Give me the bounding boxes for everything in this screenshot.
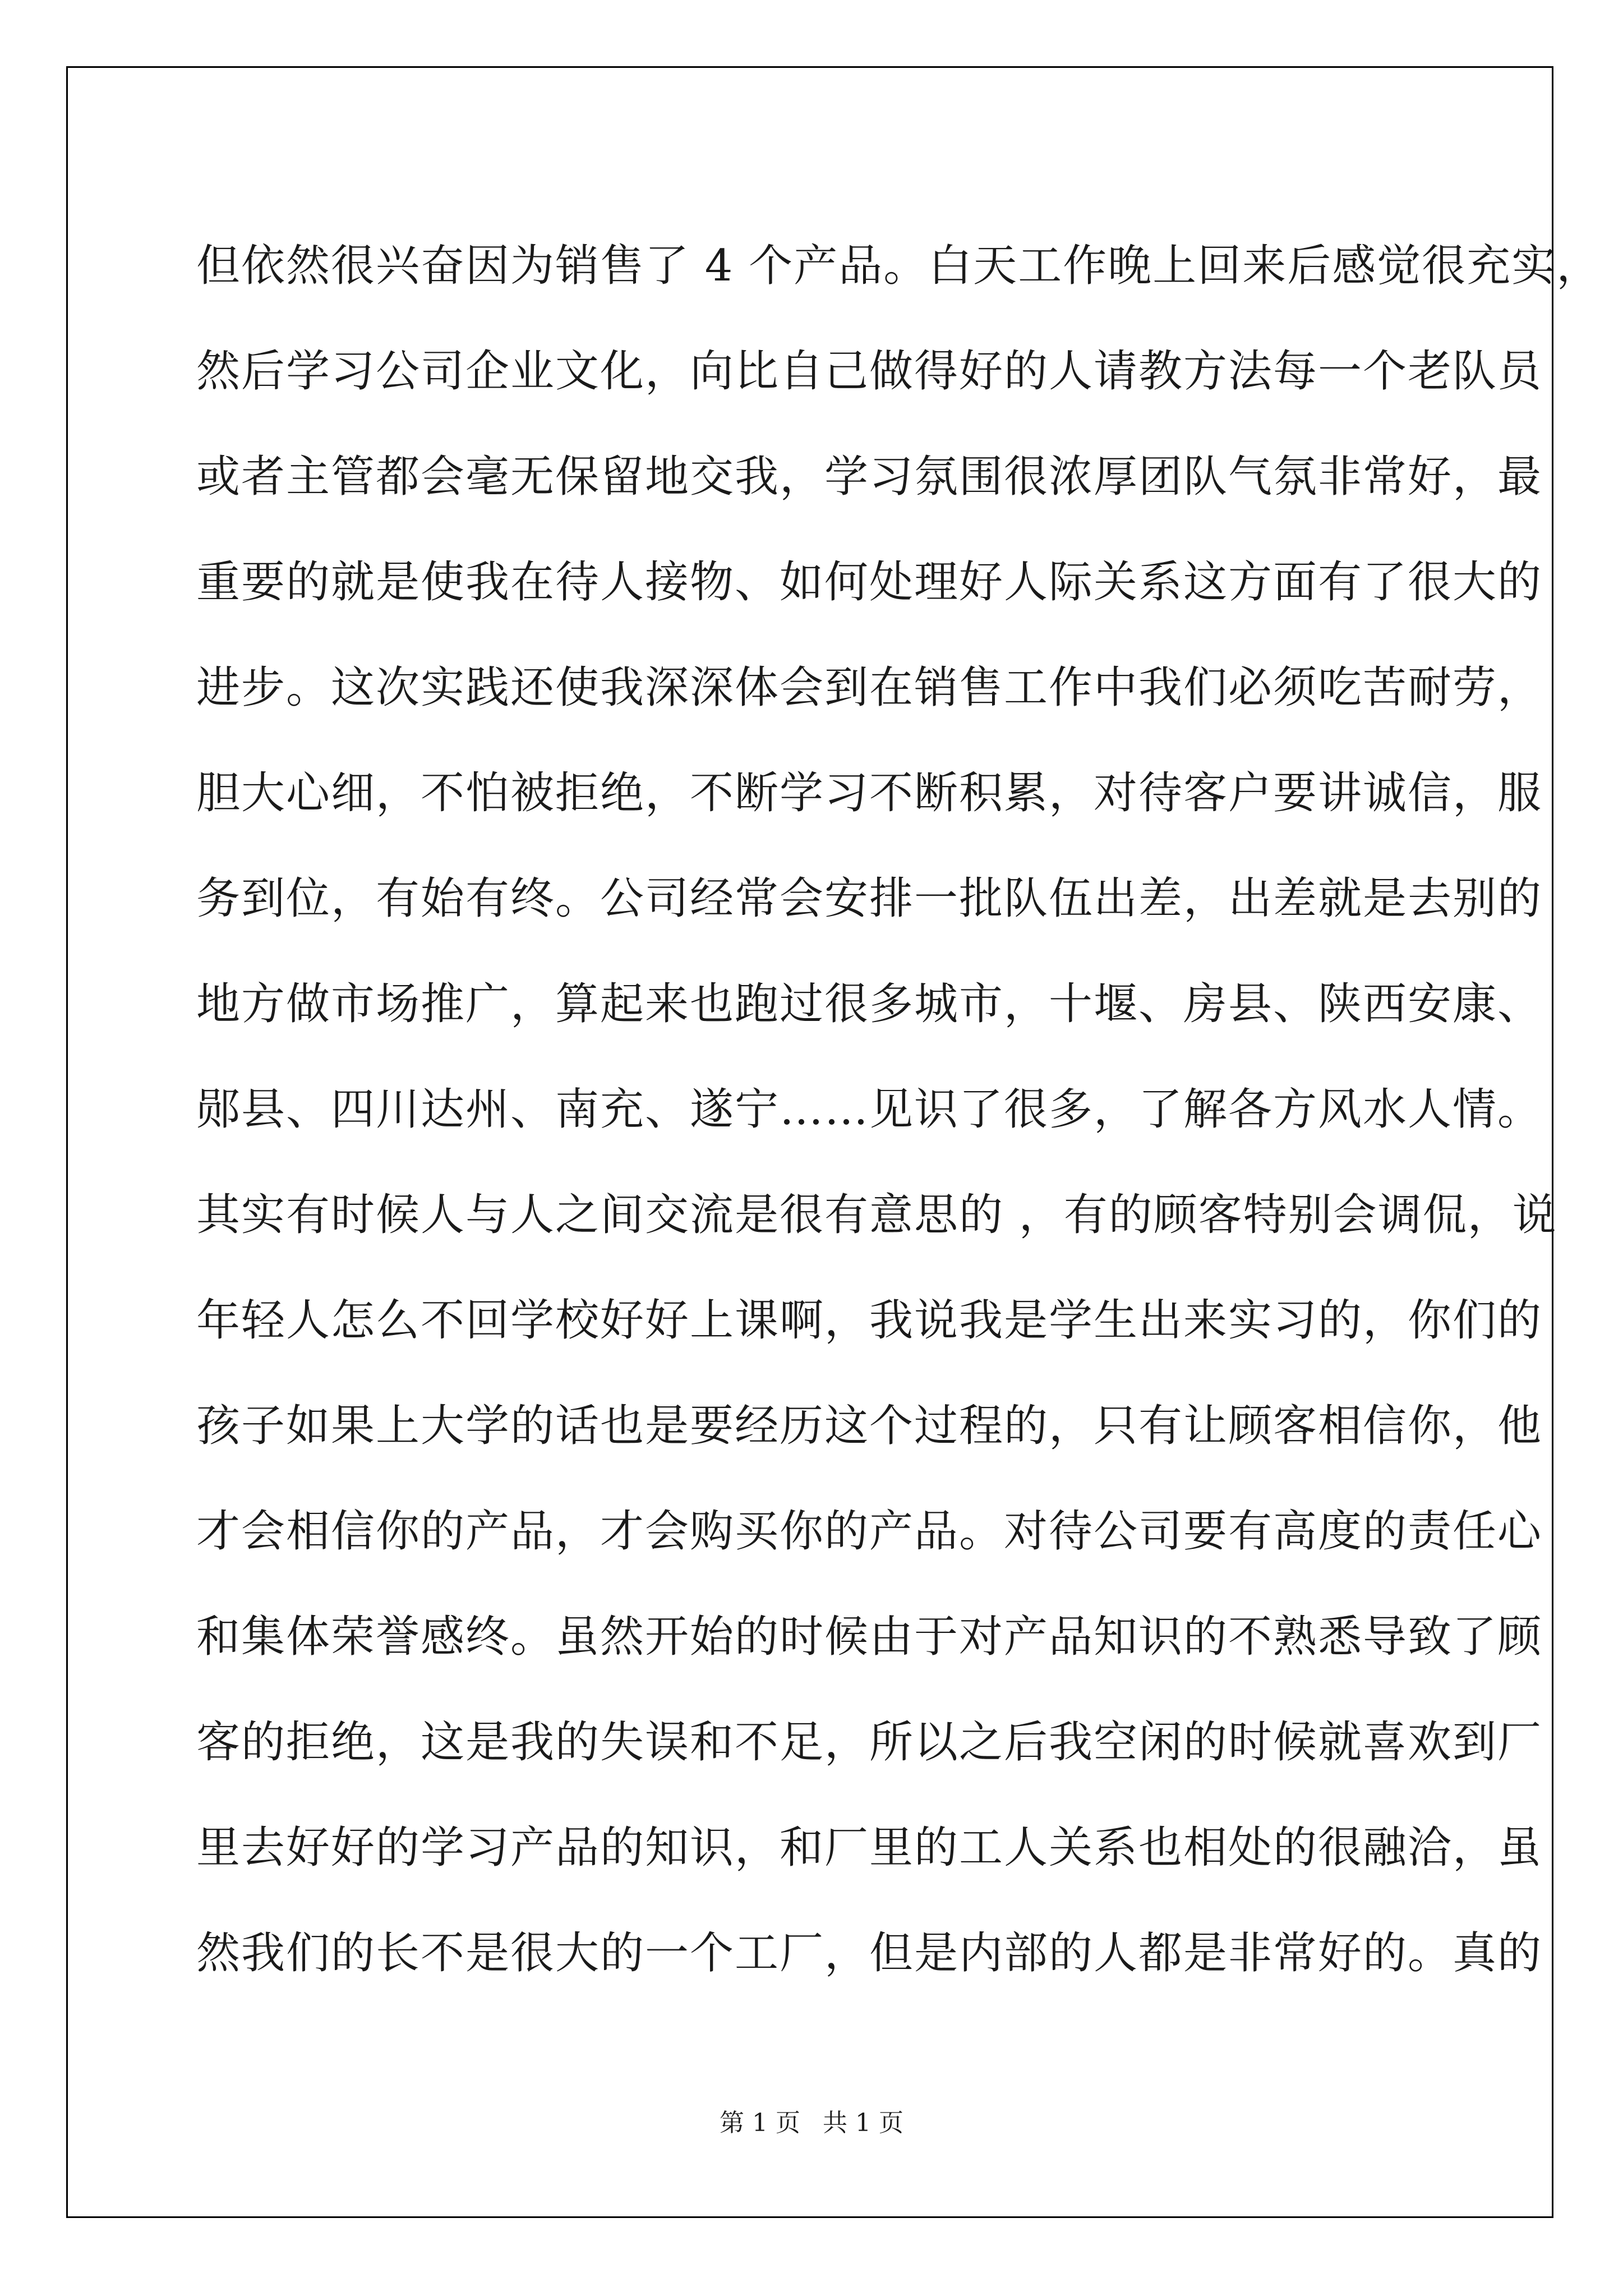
text-line: 但依然很兴奋因为销售了 4 个产品。白天工作晚上回来后感觉很充实，: [196, 241, 1602, 291]
text-line: 和集体荣誉感终。虽然开始的时候由于对产品知识的不熟悉导致了顾: [196, 1612, 1543, 1662]
page-footer: [0, 2106, 1623, 2140]
text-line: 郧县、四川达州、南充、遂宁……见识了很多，了解各方风水人情。: [196, 1084, 1543, 1135]
text-line: 胆大心细，不怕被拒绝，不断学习不断积累，对待客户要讲诚信，服: [196, 768, 1543, 818]
text-line: 进步。这次实践还使我深深体会到在销售工作中我们必须吃苦耐劳，: [196, 662, 1543, 713]
text-line: 客的拒绝，这是我的失误和不足，所以之后我空闲的时候就喜欢到厂: [196, 1717, 1543, 1768]
document-body: [196, 213, 1602, 2006]
text-line: 孩子如果上大学的话也是要经历这个过程的，只有让顾客相信你，他: [196, 1401, 1543, 1451]
text-line: 里去好好的学习产品的知识，和厂里的工人关系也相处的很融洽，虽: [196, 1823, 1543, 1873]
text-line: 其实有时候人与人之间交流是很有意思的 ，有的顾客特别会调侃，说: [196, 1190, 1557, 1240]
text-line: 地方做市场推广，算起来也跑过很多城市，十堰、房县、陕西安康、: [196, 979, 1543, 1029]
text-line: 务到位，有始有终。公司经常会安排一批队伍出差，出差就是去别的: [196, 873, 1543, 924]
text-line: 或者主管都会毫无保留地交我，学习氛围很浓厚团队气氛非常好，最: [196, 452, 1543, 502]
text-line: 才会相信你的产品，才会购买你的产品。对待公司要有高度的责任心: [196, 1506, 1543, 1557]
text-line: 年轻人怎么不回学校好好上课啊，我说我是学生出来实习的，你们的: [196, 1295, 1543, 1346]
page-number-current: 第 1 页: [720, 2109, 800, 2137]
text-line: 然我们的长不是很大的一个工厂，但是内部的人都是非常好的。真的: [196, 1928, 1543, 1978]
text-line: 然后学习公司企业文化，向比自己做得好的人请教方法每一个老队员: [196, 346, 1543, 397]
page-number-total: 共 1 页: [823, 2109, 903, 2137]
text-line: 重要的就是使我在待人接物、如何处理好人际关系这方面有了很大的: [196, 557, 1543, 608]
